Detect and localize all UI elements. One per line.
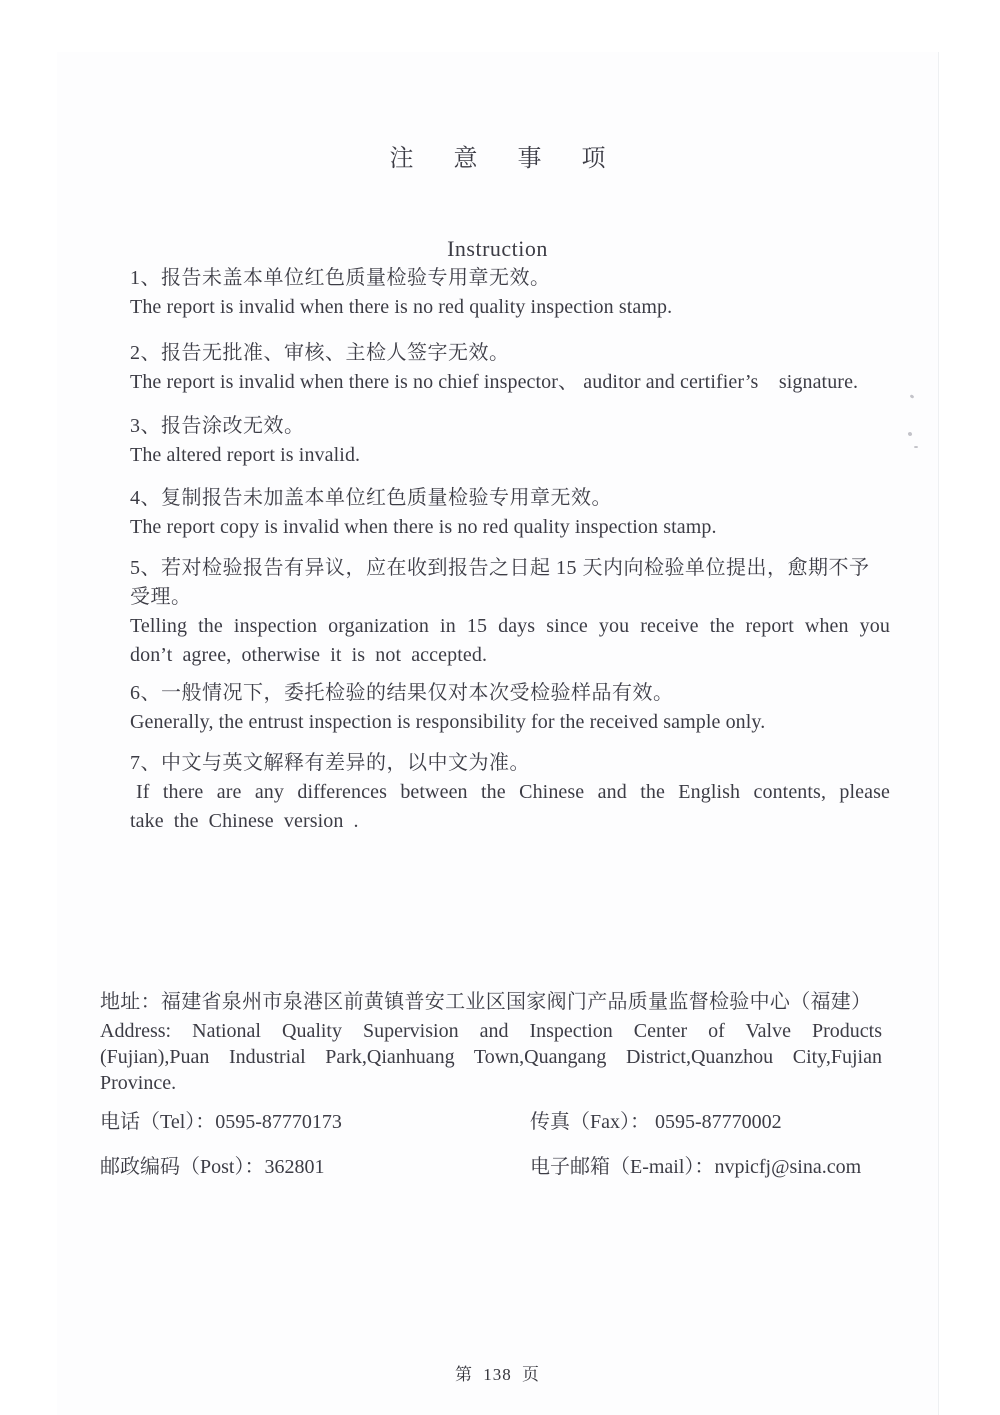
item-5-cn-line1: 5、若对检验报告有异议，应在收到报告之日起 15 天内向检验单位提出，愈期不予 xyxy=(130,557,870,579)
page-title-cn: 注意事项 xyxy=(389,146,646,172)
item-5-en: Telling the inspection organization in 15 days since you receive the report when you don’t agree, otherwise it is not accepted. xyxy=(130,615,890,666)
contact-row-post-email xyxy=(100,1154,940,1181)
email-line xyxy=(530,1154,940,1181)
contact-row-tel-fax xyxy=(100,1109,940,1136)
post-label: 邮政编码（Post）： xyxy=(100,1156,265,1178)
page-number: 第 138 页 xyxy=(455,1365,540,1384)
item-2-cn: 2、报告无批准、审核、主检人签字无效。 xyxy=(130,342,510,364)
item-1-cn: 1、报告未盖本单位红色质量检验专用章无效。 xyxy=(130,267,551,289)
post-line xyxy=(100,1154,530,1181)
item-4-cn: 4、复制报告未加盖本单位红色质量检验专用章无效。 xyxy=(130,487,612,509)
post-value: 362801 xyxy=(264,1156,325,1178)
fax-label: 传真（Fax）： xyxy=(530,1111,650,1133)
item-3-cn: 3、报告涂改无效。 xyxy=(130,415,305,437)
item-4-en: The report copy is invalid when there is no red quality inspection stamp. xyxy=(130,516,717,538)
address-block xyxy=(100,988,900,1096)
instruction-item-1 xyxy=(130,264,890,322)
tel-label: 电话（Tel）： xyxy=(100,1111,216,1133)
item-7-cn: 7、中文与英文解释有差异的，以中文为准。 xyxy=(130,752,530,774)
item-5-cn-line2: 受理。 xyxy=(130,586,192,608)
instruction-item-2 xyxy=(130,339,890,397)
address-cn: 地址：福建省泉州市泉港区前黄镇普安工业区国家阀门产品质量监督检验中心（福建） xyxy=(100,991,872,1013)
item-6-cn: 6、一般情况下，委托检验的结果仅对本次受检验样品有效。 xyxy=(130,682,674,704)
item-6-en: Generally, the entrust inspection is responsibility for the received sample only. xyxy=(130,711,766,733)
instruction-item-7 xyxy=(130,749,890,836)
item-1-en: The report is invalid when there is no red quality inspection stamp. xyxy=(130,296,673,318)
page-title-en: Instruction xyxy=(447,236,548,261)
scanned-document-page xyxy=(57,52,939,1415)
email-value: nvpicfj@sina.com xyxy=(714,1156,862,1178)
instruction-item-5 xyxy=(130,554,890,670)
instruction-item-4 xyxy=(130,484,890,542)
tel-line xyxy=(100,1109,530,1136)
address-en: Address: National Quality Supervision and Inspection Center of Valve Products (Fujian),Puan Industrial Park,Qianhuang Town,Quangang District,Quanzhou City,Fujian Province. xyxy=(100,1020,882,1094)
email-label: 电子邮箱（E-mail）： xyxy=(530,1156,715,1178)
page-content xyxy=(57,52,938,1415)
scan-speck xyxy=(914,446,918,448)
instruction-item-3 xyxy=(130,412,890,470)
item-7-en: If there are any differences between the Chinese and the English contents, please take the Chinese version . xyxy=(130,781,890,832)
tel-value: 0595-87770173 xyxy=(215,1111,342,1133)
fax-line xyxy=(530,1109,940,1136)
fax-value: 0595-87770002 xyxy=(650,1111,782,1133)
item-3-en: The altered report is invalid. xyxy=(130,444,361,466)
instruction-item-6 xyxy=(130,679,890,737)
item-2-en: The report is invalid when there is no chief inspector、 auditor and certifier’s signature. xyxy=(130,371,859,393)
